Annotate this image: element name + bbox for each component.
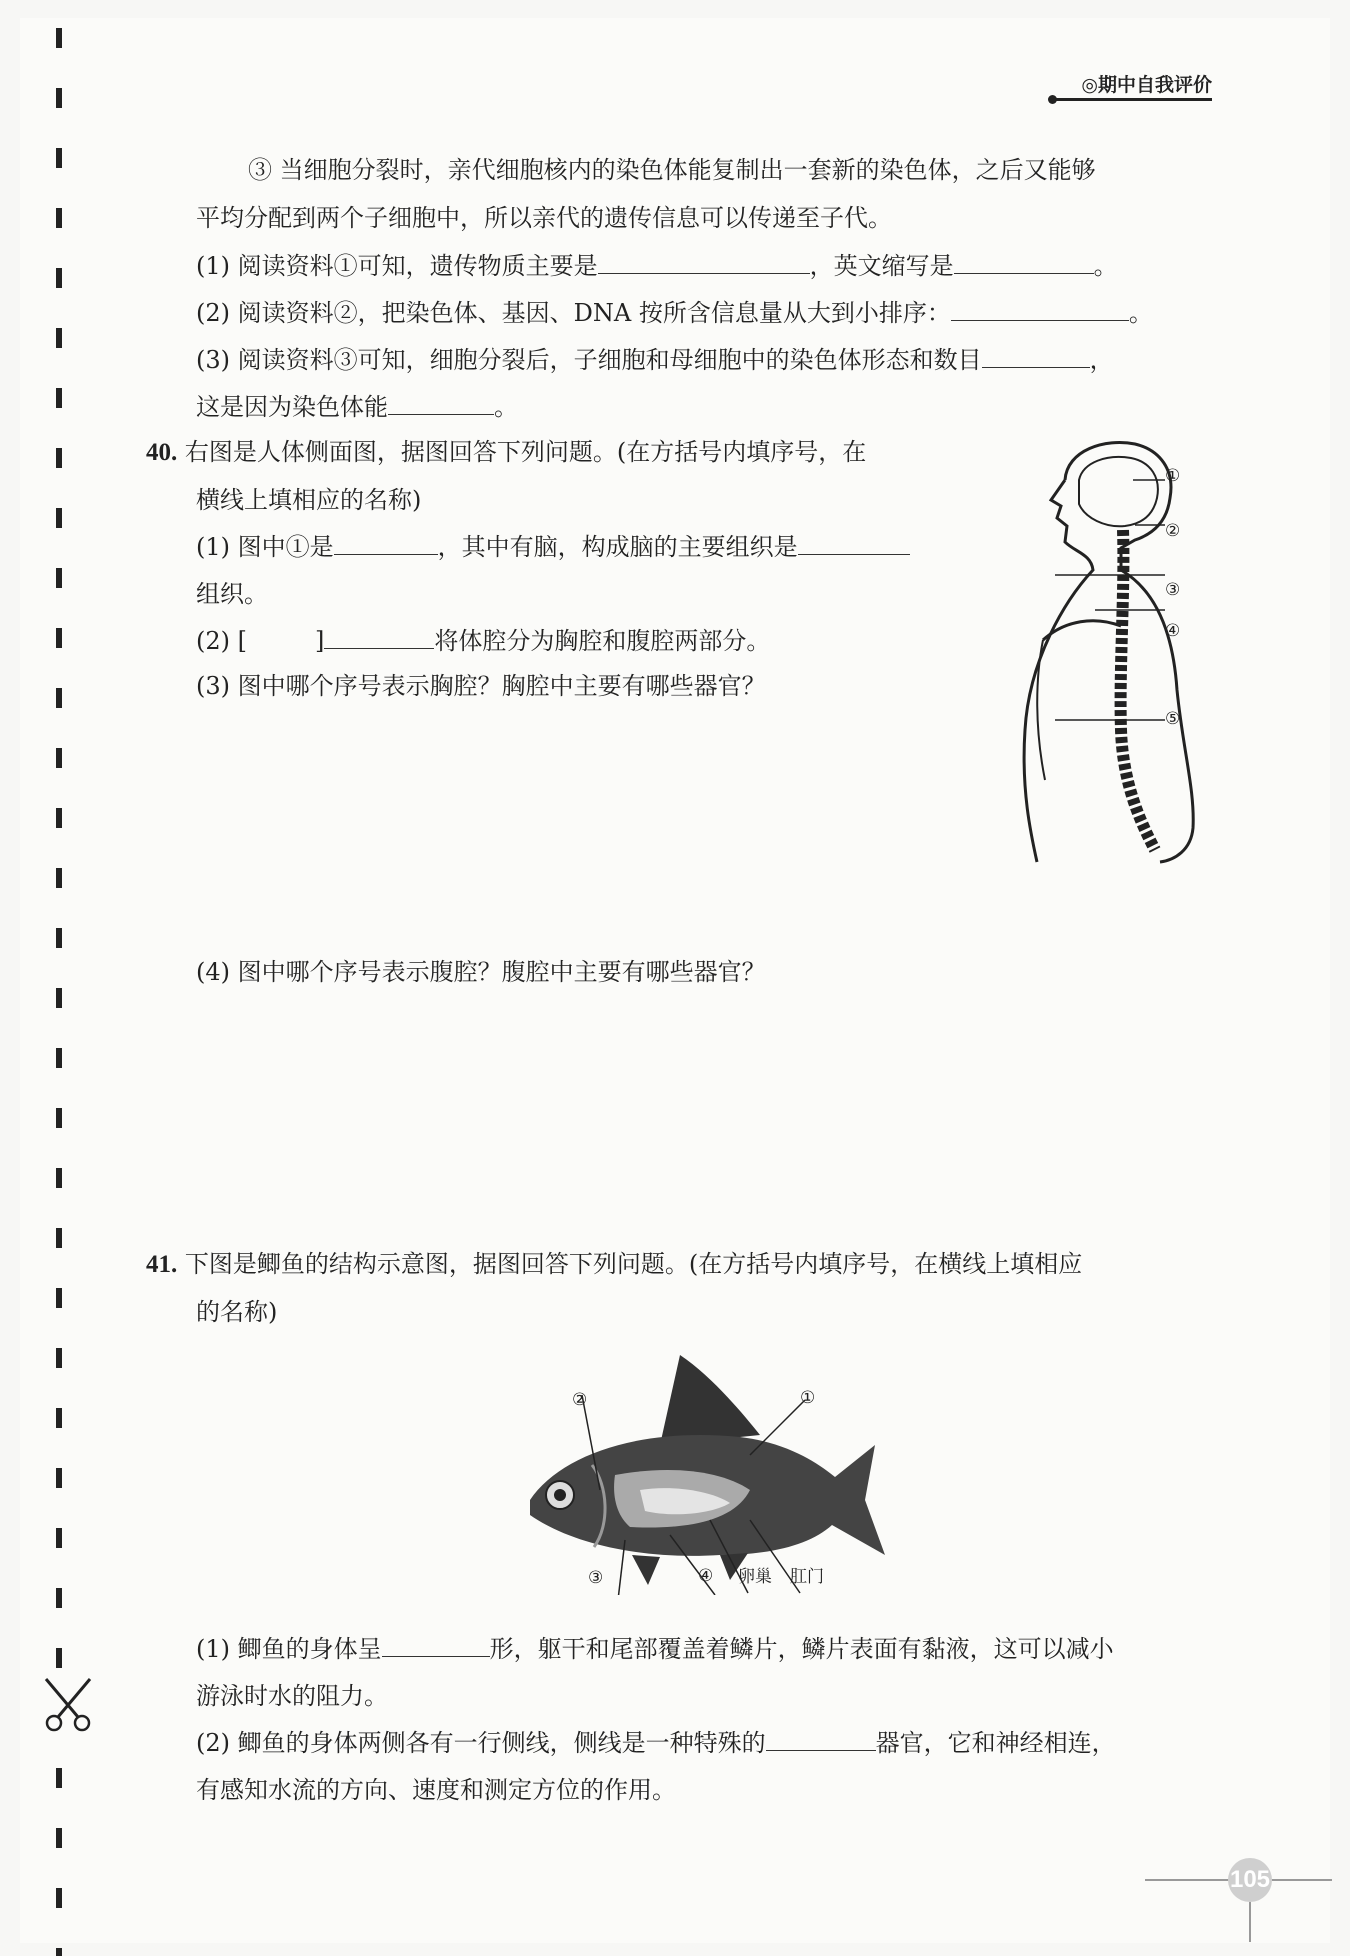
answer-blank[interactable] [982,345,1090,368]
header-rule [1052,98,1212,101]
q41-stem2: 的名称) [196,1298,278,1326]
q39-p1-text: (1) 阅读资料①可知，遗传物质主要是 [196,252,598,280]
q40-part4: (4) 图中哪个序号表示腹腔？腹腔中主要有哪些器官？ [196,958,766,986]
section-header: ◎期中自我评价 [1081,74,1212,96]
q40-p2-bracket-close: ] [315,627,325,655]
answer-blank[interactable] [388,392,494,415]
q39-p3-end: 。 [494,393,518,421]
page-number-rule-right [1272,1879,1332,1881]
answer-blank[interactable] [598,251,810,274]
q41-p2-text2: 器官，它和神经相连， [875,1729,1116,1757]
q39-part1 [196,251,1118,281]
q41-part1-cont: 游泳时水的阻力。 [196,1682,388,1710]
q40-part3: (3) 图中哪个序号表示胸腔？胸腔中主要有哪些器官？ [196,672,766,700]
q41-stem1 [146,1250,1082,1280]
q39-p3-comma: ， [1089,346,1114,374]
q41-stem-text: 下图是鲫鱼的结构示意图，据图回答下列问题。(在方括号内填序号，在横线上填相应 [184,1250,1083,1278]
fish-label-ovary: 卵巢 [738,1567,772,1587]
fish-label-1: ① [800,1388,816,1408]
q39-p2-end: 。 [1128,299,1153,327]
page-number-rule-left [1145,1879,1230,1881]
answer-blank[interactable] [798,532,910,555]
q39-p2-text: (2) 阅读资料②，把染色体、基因、DNA 按所含信息量从大到小排序： [196,299,951,327]
figure-label-3: ③ [1165,580,1181,600]
answer-blank[interactable] [766,1728,876,1751]
fish-label-2: ② [572,1390,588,1410]
q39-part2 [196,298,1153,328]
q39-part3 [196,345,1114,375]
fish-label-anus: 肛门 [790,1567,824,1587]
answer-blank[interactable] [954,251,1094,274]
q41-p2-text: (2) 鲫鱼的身体两侧各有一行侧线，侧线是一种特殊的 [196,1729,766,1757]
page-number-rule-vertical [1249,1902,1251,1942]
figure-label-2: ② [1165,521,1181,541]
answer-blank[interactable] [951,298,1129,321]
human-side-figure [995,430,1235,870]
q40-p1-text2: ，其中有脑，构成脑的主要组织是 [437,533,798,561]
q41-p1-text: (1) 鲫鱼的身体呈 [196,1635,382,1663]
q40-p1-text: (1) 图中①是 [196,533,334,561]
q41-p1-text2: 形，躯干和尾部覆盖着鳞片，鳞片表面有黏液，这可以减小 [489,1635,1114,1663]
material3-line2: 平均分配到两个子细胞中，所以亲代的遗传信息可以传递至子代。 [196,204,892,232]
q40-stem2: 横线上填相应的名称) [196,486,422,514]
q39-p1-text2: ，英文缩写是 [809,252,954,280]
question-number: 40. [146,439,178,466]
q41-part2 [196,1728,1116,1758]
q39-p3-text: (3) 阅读资料③可知，细胞分裂后，子细胞和母细胞中的染色体形态和数目 [196,346,982,374]
q40-part1-cont: 组织。 [196,580,268,608]
answer-blank[interactable] [334,532,438,555]
cut-line [56,0,62,1956]
q39-p3-text2: 这是因为染色体能 [196,393,388,421]
q40-p2-bracket-open: (2) [ [196,627,247,655]
figure-label-1: ① [1165,466,1181,486]
page-number: 105 [1228,1858,1272,1902]
figure-label-5: ⑤ [1165,709,1181,729]
q40-stem1 [146,438,866,468]
fish-label-4: ④ [698,1566,714,1586]
q41-part1 [196,1634,1114,1664]
q39-part3-cont [196,392,518,422]
scissors-icon [38,1675,98,1735]
q39-p1-end: 。 [1093,252,1118,280]
q41-part2-cont: 有感知水流的方向、速度和测定方位的作用。 [196,1776,676,1804]
q40-part1 [196,532,910,562]
answer-blank[interactable] [324,626,434,649]
fish-label-3: ③ [588,1568,604,1588]
answer-blank[interactable] [382,1634,490,1657]
q40-stem-text: 右图是人体侧面图，据图回答下列问题。(在方括号内填序号，在 [184,438,867,466]
figure-label-4: ④ [1165,621,1181,641]
material3-line1: ③ 当细胞分裂时，亲代细胞核内的染色体能复制出一套新的染色体，之后又能够 [248,156,1096,184]
q40-part2 [196,626,770,656]
q40-p2-text: 将体腔分为胸腔和腹腔两部分。 [434,627,771,655]
question-number: 41. [146,1251,178,1278]
